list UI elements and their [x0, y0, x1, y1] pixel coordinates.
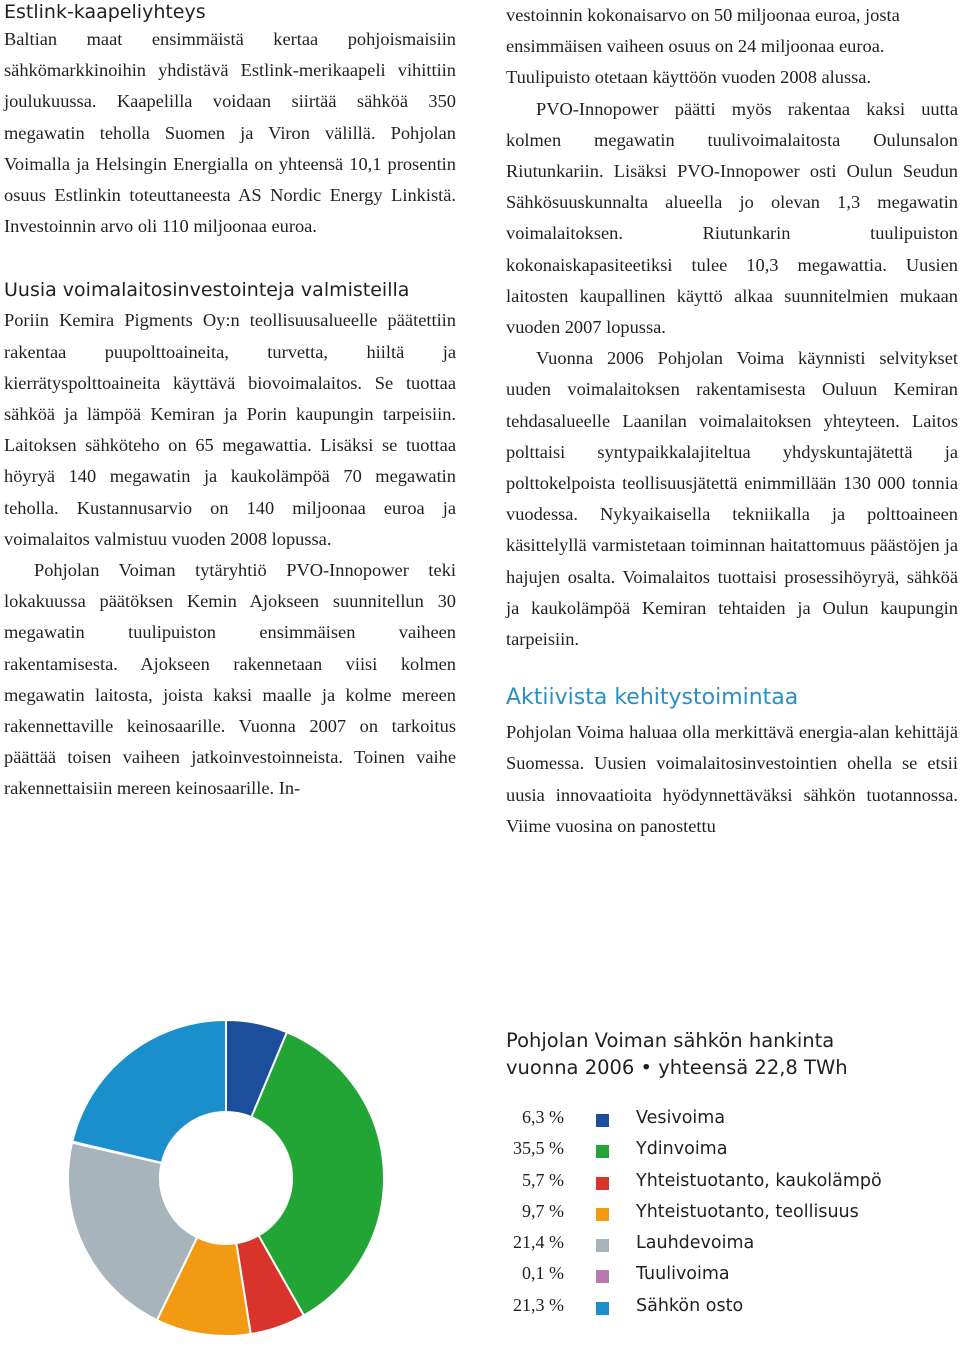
legend-label: Tuulivoima — [636, 1264, 730, 1285]
legend-label: Lauhdevoima — [636, 1233, 755, 1254]
legend-swatch — [596, 1302, 609, 1315]
legend-value: 0,1 % — [522, 1263, 564, 1284]
legend-swatch — [596, 1177, 609, 1190]
legend-row — [490, 1104, 930, 1135]
legend-label: Vesivoima — [636, 1108, 726, 1128]
legend-row — [490, 1292, 930, 1323]
right-column — [506, 0, 958, 842]
paragraph-continued: vestoinnin kokonaisarvo on 50 miljoonaa euroa, josta ensimmäisen vaiheen osuus on 24 miljoonaa euroa. Tuulipuisto otetaan käyttöön vuoden 2008 alussa. — [506, 5, 900, 88]
donut-slice-6 — [72, 1020, 226, 1163]
chart-title — [506, 1027, 946, 1081]
legend-value: 35,5 % — [513, 1138, 564, 1159]
legend-swatch — [596, 1208, 609, 1221]
legend-value: 21,3 % — [513, 1294, 564, 1315]
legend-value: 9,7 % — [522, 1200, 564, 1221]
section-heading-investments: Uusia voimalaitosinvestointeja valmisteilla — [4, 279, 410, 302]
legend-label: Yhteistuotanto, teollisuus — [636, 1201, 859, 1222]
legend-label: Ydinvoima — [636, 1139, 728, 1160]
legend-swatch — [596, 1239, 609, 1252]
chart-legend — [490, 1104, 930, 1323]
section-heading-estlink: Estlink-kaapeliyhteys — [4, 1, 206, 23]
chart-title-line2: vuonna 2006 • yhteensä 22,8 TWh — [506, 1056, 848, 1079]
legend-value: 5,7 % — [522, 1169, 564, 1190]
paragraph-estlink: Baltian maat ensimmäistä kertaa pohjoismaisiin sähkömarkkinoihin yhdistävä Estlink-merikaapeli vihittiin joulukuussa. Kaapelilla voidaan siirtää sähköä 350 megawatin teholla Suomen ja Viron välillä. Pohjolan Voimalla ja Helsingin Energialla on yhteensä 10,1 prosentin osuus Estlinkin toteuttaneesta AS Nordic Energy Linkistä. Investoinnin arvo oli 110 miljoonaa euroa. — [4, 29, 456, 237]
legend-swatch — [596, 1270, 609, 1283]
legend-value: 21,4 % — [513, 1232, 564, 1253]
legend-row — [490, 1260, 930, 1291]
paragraph-pori: Poriin Kemira Pigments Oy:n teollisuusalueelle päätettiin rakentaa puupolttoaineita, turvetta, hiiltä ja kierrätyspolttoaineita käyttävä biovoimalaitos. Se tuottaa sähköä ja lämpöä Kemiran ja Porin kaupungin tarpeisiin. Laitoksen sähköteho on 65 megawattia. Lisäksi se tuottaa höyryä 140 megawatin ja kaukolämpöä 70 megawatin teholla. Kustannusarvio on 140 miljoonaa euroa ja voimalaitos valmistuu vuoden 2008 lopussa. — [4, 310, 456, 549]
paragraph-oulu: Vuonna 2006 Pohjolan Voima käynnisti selvitykset uuden voimalaitoksen rakentamisesta Ouluun Kemiran tehdasalueelle Laanilan voimalaitoksen yhteyteen. Laitos polttaisi syntypaikkalajiteltua yhdyskuntajätettä ja polttokelpoista teollisuusjätettä enimmillään 130 000 tonnia vuodessa. Nykyaikaisella tekniikalla ja polttoaineen käsittelyllä varmistetaan toiminnan haitattomuus päästöjen ja hajujen osalta. Voimalaitos tuottaisi prosessihöyryä, sähköä ja kaukolämpöä Kemiran tehtaiden ja Oulun kaupungin tarpeisiin. — [506, 348, 958, 650]
legend-row — [490, 1198, 930, 1229]
legend-value: 6,3 % — [522, 1107, 564, 1127]
legend-row — [490, 1135, 930, 1166]
left-column — [4, 0, 456, 805]
paragraph-ajos: Pohjolan Voiman tytäryhtiö PVO-Innopower teki lokakuussa päätöksen Kemin Ajokseen suunnitellun 30 megawatin tuulipuiston ensimmäisen vaiheen rakentamisesta. Ajokseen rakennetaan viisi kolmen megawatin laitosta, joista kaksi maalle ja kolme mereen rakennettaville keinosaarille. Vuonna 2007 on tarkoitus päättää toisen vaiheen jatkoinvestoinneista. Toinen vaihe rakennettaisiin mereen keinosaarille. In- — [4, 560, 456, 799]
paragraph-development: Pohjolan Voima haluaa olla merkittävä energia-alan kehittäjä Suomessa. Uusien voimalaitosinvestointien ohella se etsii uusia innovaatioita hyödynnettäväksi sähkön tuotannossa. Viime vuosina on panostettu — [506, 722, 958, 836]
chart-title-line1: Pohjolan Voiman sähkön hankinta — [506, 1029, 835, 1052]
section-heading-development: Aktiivista kehitystoimintaa — [506, 685, 799, 711]
legend-label: Sähkön osto — [636, 1295, 744, 1316]
legend-label: Yhteistuotanto, kaukolämpö — [636, 1170, 882, 1191]
paragraph-riutunkari: PVO-Innopower päätti myös rakentaa kaksi uutta kolmen megawatin tuulivoimalaitosta Oulunsalon Riutunkariin. Lisäksi PVO-Innopower osti Oulun Seudun Sähkösuuskunnalta alueella jo olevan 1,3 megawatin voimalaitoksen. Riutunkarin tuulipuiston kokonaiskapasiteetiksi tulee 10,3 megawattia. Uusien laitosten kaupallinen käyttö alkaa suunnitelmien mukaan vuoden 2007 lopussa. — [506, 98, 958, 338]
donut-chart — [66, 1018, 386, 1338]
legend-row — [490, 1167, 930, 1198]
legend-swatch — [596, 1145, 609, 1158]
legend-row — [490, 1229, 930, 1260]
legend-swatch — [596, 1114, 609, 1127]
